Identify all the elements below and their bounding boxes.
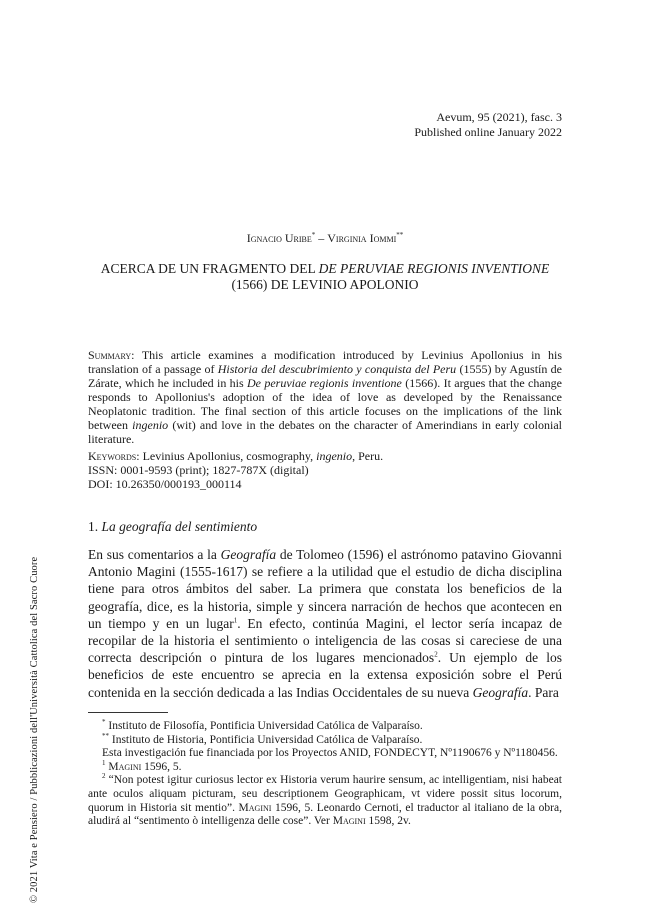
author-2: Virginia Iommi xyxy=(327,231,397,245)
publication-date: Published online January 2022 xyxy=(414,125,562,139)
article-title xyxy=(80,261,570,293)
keywords-italic: ingenio xyxy=(316,449,353,463)
body-run: . En efecto, continúa Magini, el lector sería incapaz de recopilar de la historia el sentimiento o inteligencia de las cosas si careciese de una correcta descripción o pintura de los lugares mencionados xyxy=(88,615,562,666)
summary-text: : This article examines a modification introduced by Levinius Apollonius in his translation of a passage of xyxy=(88,348,562,376)
footnote xyxy=(88,720,562,734)
body-run: . Para xyxy=(528,684,559,700)
footnote-text: 1596, 5. xyxy=(141,760,182,773)
keywords xyxy=(88,449,562,463)
section-number: 1. xyxy=(88,519,102,534)
footnote-mark: 2 xyxy=(102,772,106,781)
summary-text: (wit) and love in the debates on the character of Amerindians in early colonial literature. xyxy=(88,418,562,446)
footnote-divider xyxy=(88,712,168,713)
author-2-mark[interactable]: ** xyxy=(396,231,404,239)
body-run: En sus comentarios a la xyxy=(88,547,221,562)
footnote-text: Instituto de Historia, Pontificia Universidad Católica de Valparaíso. xyxy=(109,733,423,746)
body-run: . Un ejemplo de los beneficios de este encuentro se aprecia en la extensa exposición sobre el Perú contenida en la sección dedicada a las Indias Occidentales de su nueva xyxy=(88,650,562,700)
title-part-1: ACERCA DE UN FRAGMENTO DEL xyxy=(100,261,319,276)
body-run: de Tolomeo (1596) el astrónomo patavino Giovanni Antonio Magini (1555-1617) se refiere a la utilidad que el estudio de dicha disciplina tiene para otros ámbitos del saber. La primera que constata los beneficios de la geografía, dice, es la historia, simple y sincera narración de hechos que acontecen en un tiempo y en un lugar xyxy=(88,547,562,631)
footnote-text: Instituto de Filosofía, Pontificia Universidad Católica de Valparaíso. xyxy=(105,720,423,732)
issn: ISSN: 0001-9593 (print); 1827-787X (digital) xyxy=(88,463,309,477)
footnote-author: Magini xyxy=(108,760,142,773)
author-1: Ignacio Uribe xyxy=(246,231,312,245)
footnote xyxy=(88,747,562,761)
copyright-sidebar: © 2021 Vita e Pensiero / Pubblicazioni dell'Università Cattolica del Sacro Cuore xyxy=(29,556,40,903)
keywords-text: : Levinius Apollonius, cosmography, xyxy=(136,449,317,463)
footnote-author: Magini xyxy=(332,815,366,828)
footnote-ref[interactable]: 2 xyxy=(434,650,438,659)
summary-italic: De peruviae regionis inventione xyxy=(247,376,402,390)
footnote xyxy=(88,774,562,828)
footnote xyxy=(88,758,562,775)
footnote-author: Magini xyxy=(238,801,272,814)
section-heading xyxy=(88,519,257,535)
title-italic: DE PERUVIAE REGIONIS INVENTIONE xyxy=(318,261,550,276)
body-text xyxy=(88,546,562,701)
footnote xyxy=(88,731,562,748)
journal-issue: Aevum, 95 (2021), fasc. 3 xyxy=(436,110,562,124)
keywords-label: Keywords xyxy=(88,449,137,463)
journal-info xyxy=(414,110,562,140)
footnote-ref[interactable]: 1 xyxy=(233,616,238,625)
footnote-text: Esta investigación fue financiada por los Proyectos ANID, FONDECYT, Nº1190676 y Nº1180456. xyxy=(102,747,558,760)
summary-italic: Historia del descubrimiento y conquista del Peru xyxy=(217,362,457,376)
keywords-block xyxy=(88,449,562,491)
keywords-text: , Peru. xyxy=(352,449,384,463)
footnotes xyxy=(88,720,562,829)
authors xyxy=(88,231,562,246)
summary-text: (1555) by Agustín de Zárate, which he included in his xyxy=(88,362,562,390)
footnote-text: 1598, 2v. xyxy=(365,815,411,828)
author-1-mark[interactable]: * xyxy=(311,231,316,239)
summary xyxy=(88,348,562,446)
title-part-2: (1566) DE LEVINIO APOLONIO xyxy=(231,277,419,292)
footnote-text: “Non potest igitur curiosus lector ex Historia verum haurire sensum, ac intelligentiam, nisi habeat ante oculos aliquam picturam, seu descriptionem Geographicam, vt videre possit situs locorum, quorum in Historia sit mentio”. xyxy=(88,774,562,814)
section-title: La geografía del sentimiento xyxy=(101,519,258,534)
doi[interactable]: DOI: 10.26350/000193_000114 xyxy=(88,477,242,491)
body-italic: Geografía xyxy=(472,684,529,700)
body-italic: Geografía xyxy=(220,547,277,562)
summary-label: Summary xyxy=(88,348,132,362)
footnote-mark: 1 xyxy=(102,758,106,767)
author-separator: – xyxy=(315,231,328,245)
summary-italic: ingenio xyxy=(132,418,169,432)
footnote-mark: ** xyxy=(102,731,109,740)
footnote-mark: * xyxy=(102,718,106,727)
summary-text: (1566). It argues that the change responds to Apollonius's adoption of the idea of love as developed by the Renaissance Neoplatonic tradition. The final section of this article focuses on the implications of the link between xyxy=(88,376,563,432)
footnote-text: 1596, 5. Leonardo Cernoti, el traductor al italiano de la obra, aludirá al “sentimento ò intelligenza delle cose”. Ver xyxy=(88,801,562,828)
